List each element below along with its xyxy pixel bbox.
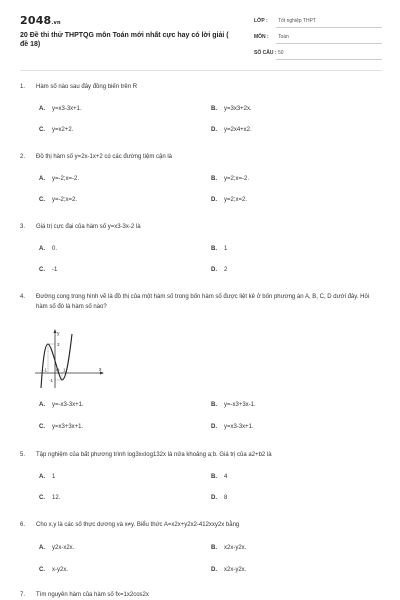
question-text: Cho x,y là các số thực dương và x≠y. Biểu thức A=x2x+y2x2-412xxy2x bằng [36, 522, 240, 528]
y-axis-label: y [57, 331, 60, 337]
meta-row-count [254, 47, 382, 63]
option-c[interactable]: C. y=x3+3x+1. [39, 424, 84, 430]
option-c[interactable]: C. x-y2x. [39, 567, 69, 573]
option-b[interactable]: B. x2x-y2x. [211, 545, 247, 551]
option-d[interactable]: D. y=2;x=2. [211, 197, 248, 203]
question-text: Giá trị cực đại của hàm số y=x3-3x-2 là [36, 224, 141, 230]
option-b[interactable]: B. y=2;x=-2. [211, 176, 250, 182]
document-title: 20 Đề thi thử THPTQG môn Toán mới nhất cực hay có lời giải ( đề 18) [20, 32, 229, 48]
meta-value: 50 [276, 50, 382, 60]
option-c[interactable]: C. -1 [39, 267, 58, 273]
option-d[interactable]: D. y=x3-3x+1. [211, 424, 254, 430]
option-b[interactable]: B. y=-x3+3x-1. [211, 402, 256, 408]
meta-row-subject [254, 31, 382, 47]
tick-neg1-y-label: -1 [49, 378, 54, 383]
site-logo[interactable]: 2048.vn [20, 14, 61, 27]
option-d[interactable]: D. 8 [211, 495, 228, 501]
question-text: Tập nghiệm của bất phương trình log3x≤log132x là nửa khoảng a;b. Giá trị của a2+b2 là [36, 452, 272, 458]
option-a[interactable]: A. y2x-x2x. [39, 545, 75, 551]
tick-3-label: 3 [57, 342, 60, 347]
option-a[interactable]: A. y=-2;x=-2. [39, 176, 80, 182]
tick-1-label: 1 [63, 367, 66, 373]
question-text: Đồ thị hàm số y=2x-1x+2 có các đường tiệm cận là [36, 154, 173, 160]
meta-key: LỚP : [254, 18, 268, 24]
header-divider [20, 70, 382, 71]
question-number: 4. [20, 294, 26, 300]
option-c[interactable]: C. y=x2+2. [39, 127, 74, 133]
option-b[interactable]: B. 4 [211, 474, 228, 480]
option-a[interactable]: A. 0. [39, 246, 58, 252]
question-text: Tìm nguyên hàm của hàm số fx=1x2cos2x [36, 592, 149, 598]
option-a[interactable]: A. y=x3-3x+1. [39, 106, 82, 112]
question-number: 3. [20, 224, 26, 230]
meta-value: Toán [276, 34, 382, 44]
question-number: 1. [20, 84, 26, 90]
tick-neg1-x-label: -1 [43, 367, 48, 373]
option-d[interactable]: D. 2 [211, 267, 228, 273]
origin-label: O [56, 367, 60, 373]
document-meta [254, 15, 382, 63]
question-number: 6. [20, 522, 26, 528]
meta-key: MÔN : [254, 34, 269, 40]
option-a[interactable]: A. 1 [39, 474, 56, 480]
option-b[interactable]: B. 1 [211, 246, 228, 252]
option-c[interactable]: C. 12. [39, 495, 61, 501]
meta-value: Tốt nghiệp THPT [276, 18, 382, 28]
question-text: Đường cong trong hình vẽ là đồ thị của một hàm số trong bốn hàm số được liệt kê ở bốn phương án A, B, C, D dưới đây. Hỏi hàm số đó là hàm số nào? [36, 294, 370, 310]
meta-row-class [254, 15, 382, 31]
question-number: 7. [20, 592, 26, 598]
x-axis-label: x [99, 367, 102, 373]
meta-key: SỐ CÂU : [254, 50, 277, 56]
option-d[interactable]: D. y=2x4+x2. [211, 127, 252, 133]
option-d[interactable]: D. x2x-y2x. [211, 567, 247, 573]
option-a[interactable]: A. y=-x3-3x+1. [39, 402, 84, 408]
question-number: 2. [20, 154, 26, 160]
question-text: Hàm số nào sau đây đồng biến trên R [36, 84, 138, 90]
document-header [20, 14, 382, 64]
question-number: 5. [20, 452, 26, 458]
option-b[interactable]: B. y=3x3+2x. [211, 106, 252, 112]
option-c[interactable]: C. y=-2;x=2. [39, 197, 78, 203]
cubic-function-graph [33, 328, 105, 390]
